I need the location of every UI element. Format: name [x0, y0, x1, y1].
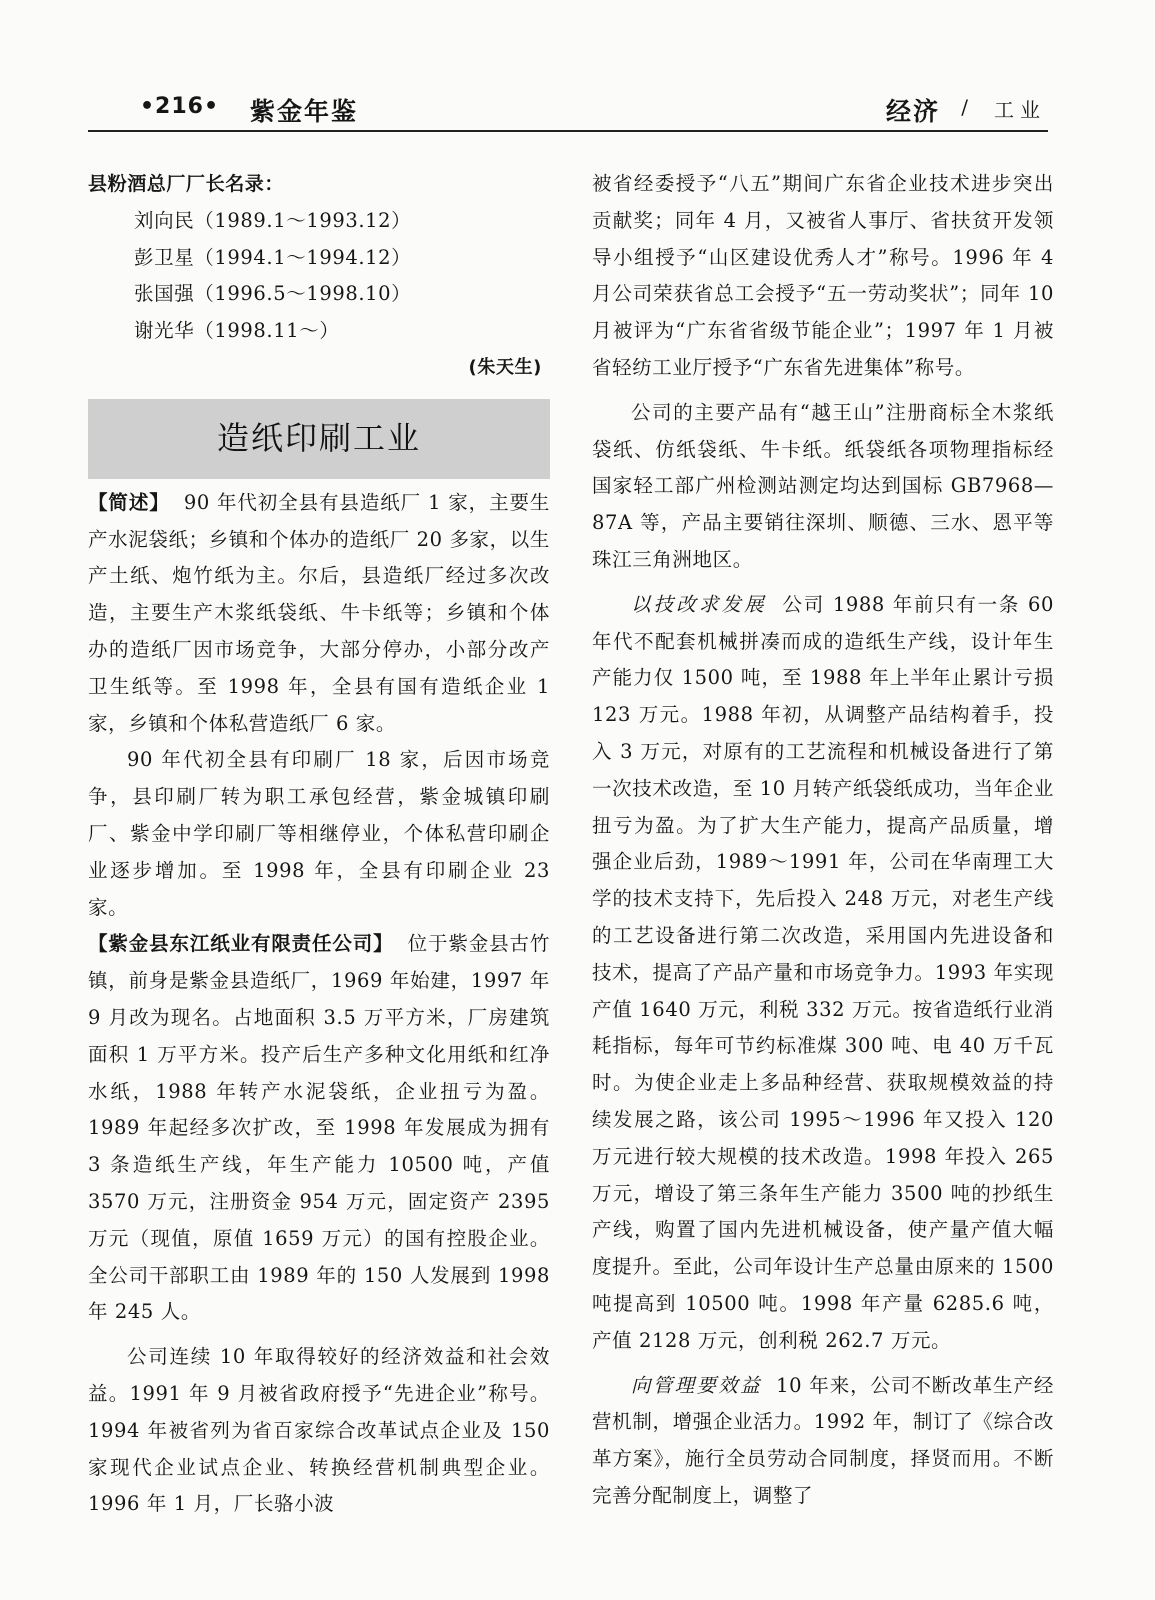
subsection-label: 工业	[994, 98, 1046, 122]
management-heading: 向管理要效益	[631, 1373, 762, 1397]
section-separator: /	[961, 95, 968, 119]
company-intro-paragraph	[88, 926, 550, 1331]
tech-paragraph	[592, 587, 1054, 1360]
tech-heading: 以技改求发展	[631, 592, 767, 616]
products-paragraph: 公司的主要产品有“越王山”注册商标全木浆纸袋纸、仿纸袋纸、牛卡纸。纸袋纸各项物理指标经国家轻工部广州检测站测定均达到国标 GB7968—87A 等，产品主要销往深圳、顺德、三水、恩平等珠江三角洲地区。	[592, 400, 1054, 571]
section-banner-title: 造纸印刷工业	[216, 419, 421, 458]
roster-item: 谢光华（1998.11～）	[134, 319, 340, 343]
page-header	[88, 92, 1048, 132]
page-number: •216•	[140, 94, 220, 119]
right-column	[592, 166, 1054, 1515]
tech-text: 公司 1988 年前只有一条 60 年代不配套机械拼凑而成的造纸生产线，设计年生产能力仅 1500 吨，至 1988 年上半年止累计亏损 123 万元。1988 年初，从调整产品结构着手，投入 3 万元，对原有的工艺流程和机械设备进行了第一次技术改造，至 10 月转产纸袋纸成功，当年企业扭亏为盈。为了扩大生产能力，提高产品质量，增强企业后劲，1989～1991 年，公司在华南理工大学的技术支持下，先后投入 248 万元，对老生产线的工艺设备进行第二次改造，采用国内先进设备和技术，提高了产品产量和市场竞争力。1993 年实现产值 1640 万元，利税 332 万元。按省造纸行业消耗指标，每年可节约标准煤 300 吨、电 40 万千瓦时。为使企业走上多品种经营、获取规模效益的持续发展之路，该公司 1995～1996 年又投入 120 万元进行较大规模的技术改造。1998 年投入 265 万元，增设了第三条年生产能力 3500 吨的抄纸生产线，购置了国内先进机械设备，使产量产值大幅度提升。至此，公司年设计生产总量由原来的 1500 吨提高到 10500 吨。1998 年产量 6285.6 吨，产值 2128 万元，创利税 262.7 万元。	[592, 592, 1054, 1352]
company-intro-text: 位于紫金县古竹镇，前身是紫金县造纸厂，1969 年始建，1997 年 9 月改为现名。占地面积 3.5 万平方米，厂房建筑面积 1 万平方米。投产后生产多种文化用纸和红净水纸，1988 年转产水泥袋纸，企业扭亏为盈。1989 年起经多次扩改，至 1998 年发展成为拥有 3 条造纸生产线，年生产能力 10500 吨，产值 3570 万元，注册资金 954 万元，固定资产 2395 万元（现值，原值 1659 万元）的国有控股企业。全公司干部职工由 1989 年的 150 人发展到 1998 年 245 人。	[88, 932, 550, 1324]
roster-item: 彭卫星（1994.1～1994.12）	[134, 245, 412, 269]
book-title: 紫金年鉴	[250, 97, 359, 126]
overview-text: 90 年代初全县有县造纸厂 1 家，主要生产水泥袋纸；乡镇和个体办的造纸厂 20 多家，以生产土纸、炮竹纸为主。尔后，县造纸厂经过多次改造，主要生产木浆纸袋纸、牛卡纸等；乡镇和个体办的造纸厂因市场竞争，大部分停办，小部分改产卫生纸等。至 1998 年，全县有国有造纸企业 1 家，乡镇和个体私营造纸厂 6 家。	[88, 490, 550, 735]
roster-item: 刘向民（1989.1～1993.12）	[134, 208, 412, 232]
left-column	[88, 166, 550, 1523]
honors-paragraph-start: 公司连续 10 年取得较好的经济效益和社会效益。1991 年 9 月被省政府授予“先进企业”称号。1994 年被省列为省百家综合改革试点企业及 150 家现代企业试点企业、转换经营机制典型企业。1996 年 1 月，厂长骆小波	[88, 1345, 550, 1516]
printing-paragraph: 90 年代初全县有印刷厂 18 家，后因市场竞争，县印刷厂转为职工承包经营，紫金城镇印刷厂、紫金中学印刷厂等相继停业，个体私营印刷企业逐步增加。至 1998 年，全县有印刷企业 23 家。	[88, 748, 550, 919]
overview-paragraph	[88, 485, 550, 743]
company-tag: 【紫金县东江纸业有限责任公司】	[88, 932, 394, 956]
management-text: 10 年来，公司不断改革生产经营机制，增强企业活力。1992 年，制订了《综合改革方案》，施行全员劳动合同制度，择贤而用。不断完善分配制度上，调整了	[592, 1373, 1054, 1507]
section-banner	[88, 399, 550, 479]
author-credit: (朱天生)	[468, 356, 542, 378]
management-paragraph	[592, 1368, 1054, 1515]
roster-item: 张国强（1996.5～1998.10）	[134, 282, 412, 306]
section-label: 经济	[885, 97, 940, 126]
overview-tag: 【简述】	[88, 490, 170, 514]
honors-paragraph-continued: 被省经委授予“八五”期间广东省企业技术进步突出贡献奖；同年 4 月，又被省人事厅、省扶贫开发领导小组授予“山区建设优秀人才”称号。1996 年 4 月公司荣获省总工会授予“五一劳动奖状”；同年 10 月被评为“广东省省级节能企业”；1997 年 1 月被省轻纺工业厅授予“广东省先进集体”称号。	[592, 172, 1054, 379]
roster-title: 县粉酒总厂厂长名录：	[88, 173, 285, 195]
